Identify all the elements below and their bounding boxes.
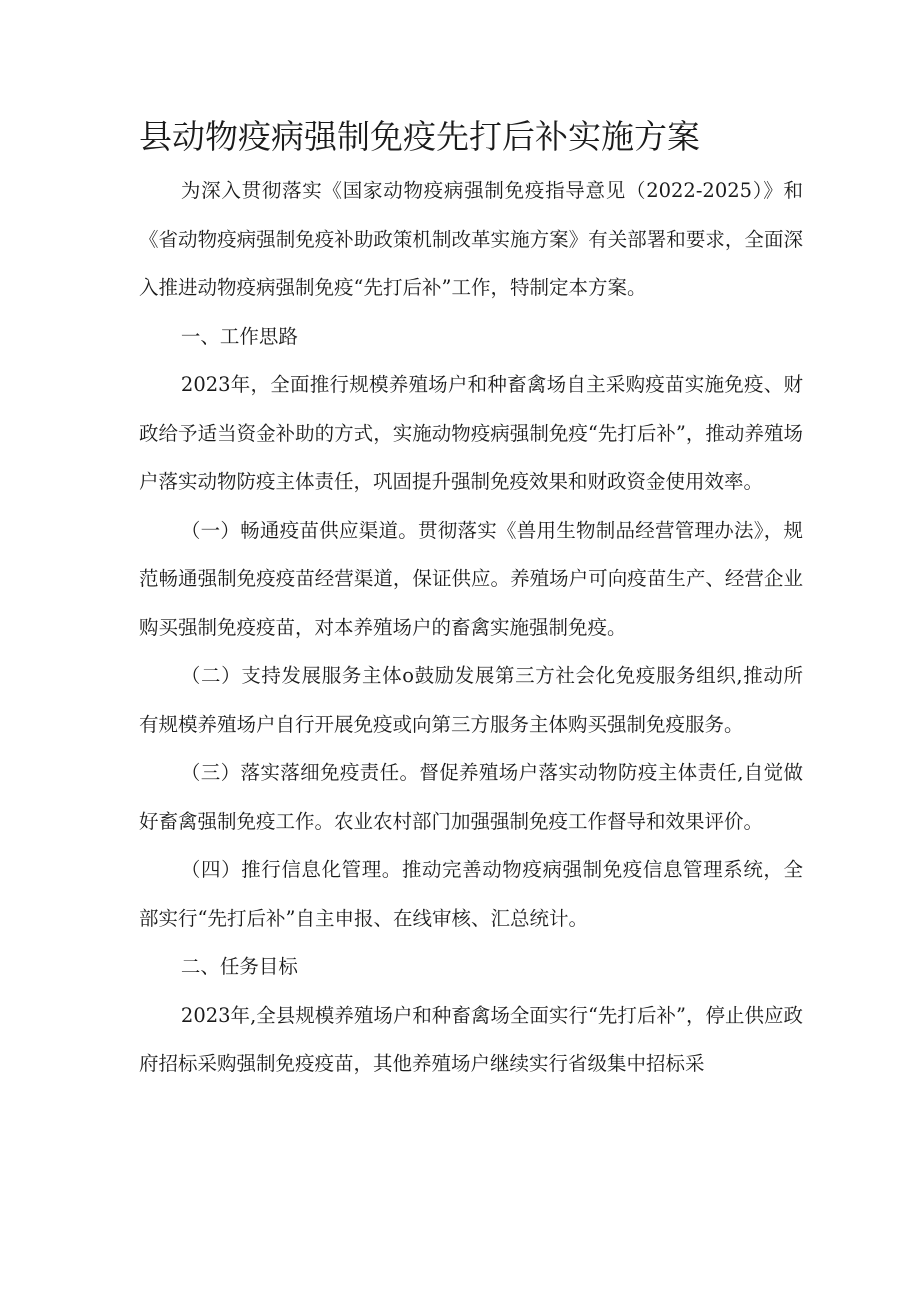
paragraph-2023-goals: 2023年,全县规模养殖场户和种畜禽场全面实行“先打后补”，停止供应政府招标采购强制免疫疫苗，其他养殖场户继续实行省级集中招标采	[139, 1003, 803, 1075]
document-body	[139, 167, 803, 1089]
section-heading-task-goals: 二、任务目标	[180, 955, 298, 978]
intro-paragraph: 为深入贯彻落实《国家动物疫病强制免疫指导意见（2022-2025）》和《省动物疫病强制免疫补助政策机制改革实施方案》有关部署和要求，全面深入推进动物疫病强制免疫“先打后补”工作，特制定本方案。	[139, 179, 803, 299]
document-title: 县动物疫病强制免疫先打后补实施方案	[139, 117, 700, 156]
paragraph-2023-overview: 2023年，全面推行规模养殖场户和种畜禽场自主采购疫苗实施免疫、财政给予适当资金补助的方式，实施动物疫病强制免疫“先打后补”，推动养殖场户落实动物防疫主体责任，巩固提升强制免疫效果和财政资金使用效率。	[139, 373, 803, 493]
paragraph-vaccine-supply: （一）畅通疫苗供应渠道。贯彻落实《兽用生物制品经营管理办法》，规范畅通强制免疫疫苗经营渠道，保证供应。养殖场户可向疫苗生产、经营企业购买强制免疫疫苗，对本养殖场户的畜禽实施强制免疫。	[139, 518, 803, 639]
section-heading-work-approach: 一、工作思路	[180, 324, 298, 348]
paragraph-immunization-responsibility: （三）落实落细免疫责任。督促养殖场户落实动物防疫主体责任,自觉做好畜禽强制免疫工作。农业农村部门加强强制免疫工作督导和效果评价。	[139, 761, 803, 833]
paragraph-service-providers: （二）支持发展服务主体o鼓励发展第三方社会化免疫服务组织,推动所有规模养殖场户自行开展免疫或向第三方服务主体购买强制免疫服务。	[139, 664, 803, 736]
paragraph-information-management: （四）推行信息化管理。推动完善动物疫病强制免疫信息管理系统，全部实行“先打后补”自主申报、在线审核、汇总统计。	[139, 858, 803, 930]
